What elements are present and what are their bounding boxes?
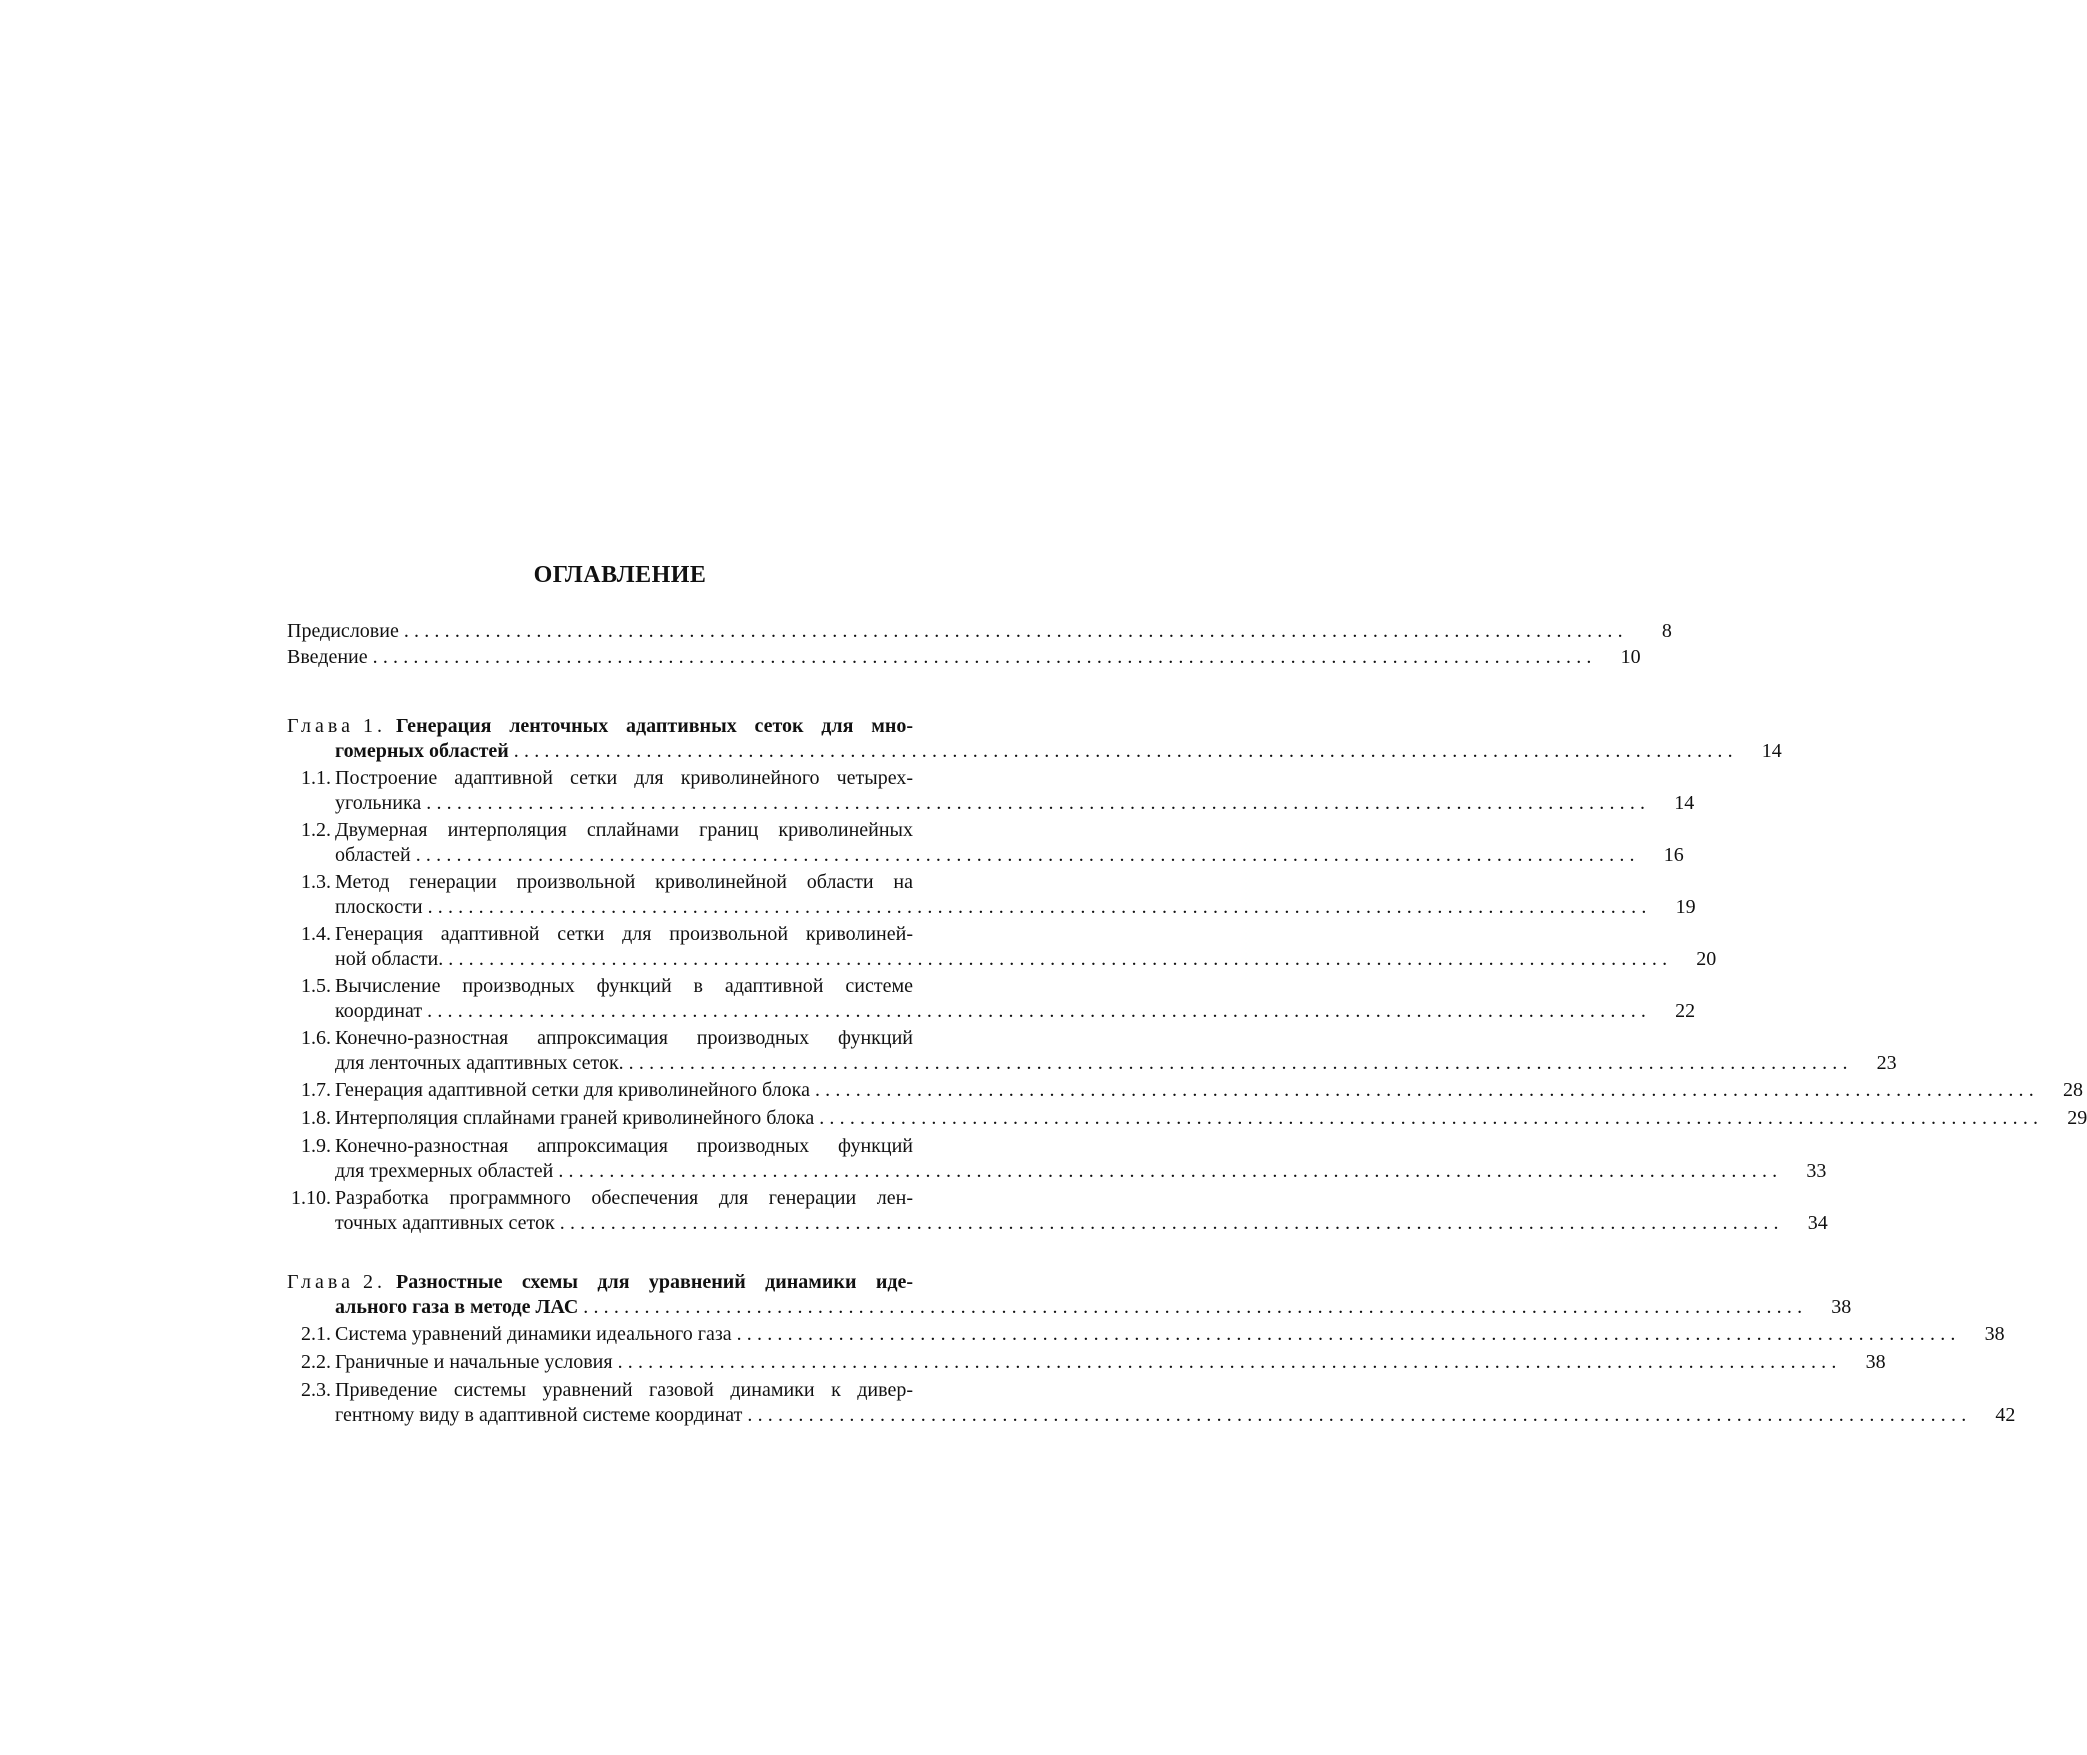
dot-leader: ........................................................................................................................ [513,740,1738,762]
section-title-line: областей [335,844,411,866]
entry-text: Введение [287,646,368,668]
chapter-label: Глава 1. [287,715,386,737]
dot-leader: ........................................................................................................................ [747,1404,1972,1426]
toc-section-2-2[interactable] [287,1350,1886,1375]
toc-section-1-2[interactable] [287,818,1684,868]
section-title-line: Конечно-разностная аппроксимация производных функций [335,1027,913,1049]
toc-section-1-7[interactable] [287,1078,2083,1103]
section-title-line: плоскости [335,896,423,918]
section-title-line: Система уравнений динамики идеального газа [335,1323,732,1345]
dot-leader: ........................................................................................................................ [403,620,1628,642]
dot-leader: ........................................................................................................................ [448,948,1673,970]
page-number: 42 [1995,1404,2016,1426]
section-title-line: ной области. [335,948,444,970]
section-title-line: угольника [335,792,422,814]
chapter-label: Глава 2. [287,1271,386,1293]
section-number: 2.3. [301,1379,331,1401]
page-number: 14 [1674,792,1695,814]
dot-leader: ........................................................................................................................ [814,1079,2039,1101]
section-number: 2.2. [301,1351,331,1373]
page-number: 34 [1807,1212,1828,1234]
toc-section-1-10[interactable] [287,1186,1828,1236]
dot-leader: ........................................................................................................................ [427,1000,1652,1022]
section-title-line: Разработка программного обеспечения для генерации лен- [335,1187,913,1209]
toc-chapter-1[interactable] [287,714,1782,764]
page-number: 33 [1806,1160,1827,1182]
dot-leader: ........................................................................................................................ [628,1052,1853,1074]
section-number: 1.3. [301,871,331,893]
section-title-line: Метод генерации произвольной криволинейной области на [335,871,913,893]
dot-leader: ........................................................................................................................ [558,1160,1783,1182]
section-number: 1.9. [301,1135,331,1157]
section-title-line: Интерполяция сплайнами граней криволинейного блока [335,1107,815,1129]
section-number: 2.1. [301,1323,331,1345]
page-number: 38 [1984,1323,2005,1345]
toc-section-1-1[interactable] [287,766,1695,816]
page-number: 20 [1696,948,1717,970]
page-number: 16 [1663,844,1684,866]
page-number: 22 [1675,1000,1696,1022]
section-title-line: для ленточных адаптивных сеток. [335,1052,624,1074]
section-number: 1.10. [291,1187,331,1209]
section-title-line: координат [335,1000,423,1022]
section-title-line: Генерация адаптивной сетки для произвольной криволиней- [335,923,913,945]
page-number: 38 [1865,1351,1886,1373]
chapter-title-line: Разностные схемы для уравнений динамики иде- [395,1271,913,1293]
dot-leader: ........................................................................................................................ [583,1296,1808,1318]
section-number: 1.6. [301,1027,331,1049]
page-number: 8 [1661,620,1672,642]
page-number: 10 [1620,646,1641,668]
page-number: 14 [1761,740,1782,762]
section-title-line: Двумерная интерполяция сплайнами границ криволинейных [335,819,913,841]
section-title-line: Построение адаптивной сетки для криволинейного четырех- [335,767,913,789]
section-title-line: Конечно-разностная аппроксимация производных функций [335,1135,913,1157]
page-number: 28 [2062,1079,2083,1101]
toc-section-1-6[interactable] [287,1026,1897,1076]
page-title: ОГЛАВЛЕНИЕ [533,562,707,588]
chapter-title-line: ального газа в методе ЛАС [335,1296,579,1318]
toc-section-1-8[interactable] [287,1106,2087,1131]
section-number: 1.1. [301,767,331,789]
toc-chapter-2[interactable] [287,1270,1852,1320]
page-number: 29 [2067,1107,2087,1129]
section-number: 1.2. [301,819,331,841]
dot-leader: ........................................................................................................................ [819,1107,2044,1129]
chapter-title-line: гомерных областей [335,740,509,762]
dot-leader: ........................................................................................................................ [415,844,1640,866]
dot-leader: ........................................................................................................................ [559,1212,1784,1234]
toc-section-1-5[interactable] [287,974,1696,1024]
section-number: 1.8. [301,1107,331,1129]
dot-leader: ........................................................................................................................ [426,792,1651,814]
section-title-line: Приведение системы уравнений газовой динамики к дивер- [335,1379,913,1401]
toc-section-1-3[interactable] [287,870,1696,920]
section-title-line: Вычисление производных функций в адаптивной системе [335,975,913,997]
toc-section-1-9[interactable] [287,1134,1827,1184]
dot-leader: ........................................................................................................................ [736,1323,1961,1345]
section-title-line: Граничные и начальные условия [335,1351,613,1373]
toc-section-2-1[interactable] [287,1322,2005,1347]
dot-leader: ........................................................................................................................ [372,646,1597,668]
section-number: 1.7. [301,1079,331,1101]
section-title-line: точных адаптивных сеток [335,1212,555,1234]
page-number: 38 [1831,1296,1852,1318]
section-title-line: гентному виду в адаптивной системе координат [335,1404,743,1426]
section-title-line: Генерация адаптивной сетки для криволинейного блока [335,1079,810,1101]
toc-entry-preface[interactable] [287,619,1672,644]
section-title-line: для трехмерных областей [335,1160,554,1182]
page-number: 23 [1876,1052,1897,1074]
chapter-title-line: Генерация ленточных адаптивных сеток для мно- [395,715,913,737]
dot-leader: ........................................................................................................................ [617,1351,1842,1373]
toc-section-1-4[interactable] [287,922,1717,972]
page-number: 19 [1675,896,1696,918]
section-number: 1.5. [301,975,331,997]
toc-section-2-3[interactable] [287,1378,2016,1428]
entry-text: Предисловие [287,620,399,642]
section-number: 1.4. [301,923,331,945]
toc-entry-introduction[interactable] [287,645,1641,670]
dot-leader: ........................................................................................................................ [427,896,1652,918]
